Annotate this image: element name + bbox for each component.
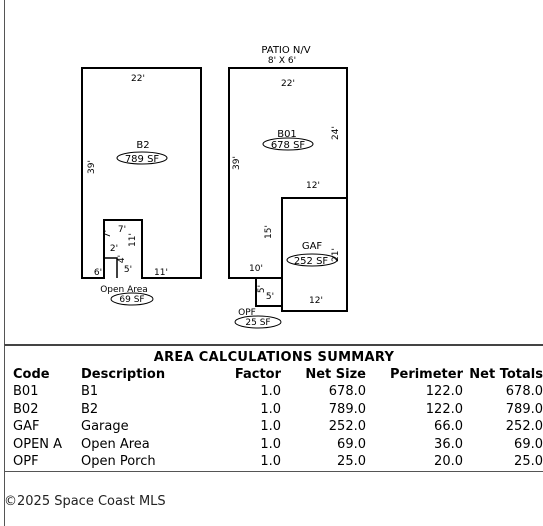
cell-net-size: 252.0 bbox=[328, 419, 366, 435]
b01-bottom-dim: 10' bbox=[249, 264, 263, 274]
cell-factor: 1.0 bbox=[260, 454, 281, 470]
b01-step-dim: 12' bbox=[306, 181, 320, 191]
cell-perimeter: 20.0 bbox=[434, 454, 463, 470]
open-area-label: Open Area bbox=[100, 285, 148, 295]
table-row bbox=[13, 418, 543, 436]
table-header-row bbox=[13, 366, 543, 383]
opf-bottom-dim: 5' bbox=[265, 292, 275, 302]
header-code: Code bbox=[13, 367, 50, 382]
cell-code: GAF bbox=[13, 419, 40, 435]
b01-left-dim: 39' bbox=[232, 156, 242, 170]
header-net-totals: Net Totals bbox=[469, 367, 543, 382]
cell-code: OPF bbox=[13, 454, 39, 470]
gaf-bottom-dim: 12' bbox=[309, 296, 323, 306]
b2-notch-bottom: 5' bbox=[123, 265, 133, 275]
area-calculations-table bbox=[13, 366, 543, 471]
cell-net-total: 69.0 bbox=[514, 436, 543, 452]
b2-notch-top: 7' bbox=[117, 225, 127, 235]
cell-code: OPEN A bbox=[13, 436, 63, 452]
cell-factor: 1.0 bbox=[260, 384, 281, 400]
opf-side-dim: 5' bbox=[257, 284, 267, 294]
gaf-code: GAF bbox=[301, 241, 323, 252]
cell-net-size: 69.0 bbox=[337, 436, 366, 452]
header-description: Description bbox=[81, 367, 166, 382]
b2-bottom-right: 11' bbox=[154, 268, 168, 278]
cell-net-total: 25.0 bbox=[514, 454, 543, 470]
area-summary-panel bbox=[4, 344, 543, 472]
cell-perimeter: 122.0 bbox=[425, 384, 463, 400]
b2-code: B2 bbox=[136, 140, 150, 151]
b2-left-dim: 39' bbox=[87, 160, 97, 174]
summary-title: AREA CALCULATIONS SUMMARY bbox=[153, 350, 395, 365]
open-area-size: 69 SF bbox=[119, 295, 145, 305]
cell-net-size: 789.0 bbox=[328, 401, 366, 417]
cell-description: Open Area bbox=[81, 436, 150, 452]
header-net-size: Net Size bbox=[305, 367, 366, 382]
b2-notch-right: 11' bbox=[128, 233, 138, 247]
cell-perimeter: 66.0 bbox=[434, 419, 463, 435]
cell-code: B02 bbox=[13, 401, 39, 417]
cell-net-size: 678.0 bbox=[328, 384, 366, 400]
cell-description: B2 bbox=[81, 401, 99, 417]
cell-perimeter: 36.0 bbox=[434, 436, 463, 452]
patio-label: PATIO N/V bbox=[261, 45, 311, 56]
opf-code: OPF bbox=[238, 308, 256, 318]
header-factor: Factor bbox=[234, 367, 281, 382]
cell-net-size: 25.0 bbox=[337, 454, 366, 470]
table-row bbox=[13, 436, 543, 454]
b01-outline bbox=[229, 68, 347, 278]
b01-top-dim: 22' bbox=[281, 79, 295, 89]
cell-net-total: 789.0 bbox=[505, 401, 543, 417]
header-perimeter: Perimeter bbox=[389, 367, 463, 382]
gaf-side-dim: 21' bbox=[331, 248, 341, 262]
b2-area: 789 SF bbox=[124, 154, 160, 165]
open-area-step bbox=[104, 258, 117, 278]
b2-top-dim: 22' bbox=[131, 74, 145, 84]
b2-notch-small: 4' bbox=[117, 254, 127, 264]
cell-net-total: 678.0 bbox=[505, 384, 543, 400]
cell-description: Garage bbox=[81, 419, 129, 435]
cell-factor: 1.0 bbox=[260, 436, 281, 452]
table-row bbox=[13, 383, 543, 401]
cell-code: B01 bbox=[13, 384, 39, 400]
b2-notch-left-lower: 2' bbox=[109, 244, 119, 254]
table-row bbox=[13, 453, 543, 471]
patio-dims: 8' X 6' bbox=[267, 56, 297, 66]
table-row bbox=[13, 401, 543, 419]
gaf-area: 252 SF bbox=[293, 256, 329, 267]
b01-right-dim: 24' bbox=[331, 126, 341, 140]
opf-area: 25 SF bbox=[245, 318, 271, 328]
cell-factor: 1.0 bbox=[260, 419, 281, 435]
cell-description: Open Porch bbox=[81, 454, 156, 470]
cell-perimeter: 122.0 bbox=[425, 401, 463, 417]
copyright-notice: ©2025 Space Coast MLS bbox=[4, 494, 166, 509]
b2-notch-left-upper: 7' bbox=[103, 229, 113, 239]
b01-area: 678 SF bbox=[270, 140, 306, 151]
b2-bottom-left: 6' bbox=[93, 268, 103, 278]
cell-factor: 1.0 bbox=[260, 401, 281, 417]
cell-description: B1 bbox=[81, 384, 99, 400]
b01-inner-dim: 15' bbox=[264, 225, 274, 239]
b01-code: B01 bbox=[277, 129, 297, 140]
cell-net-total: 252.0 bbox=[505, 419, 543, 435]
